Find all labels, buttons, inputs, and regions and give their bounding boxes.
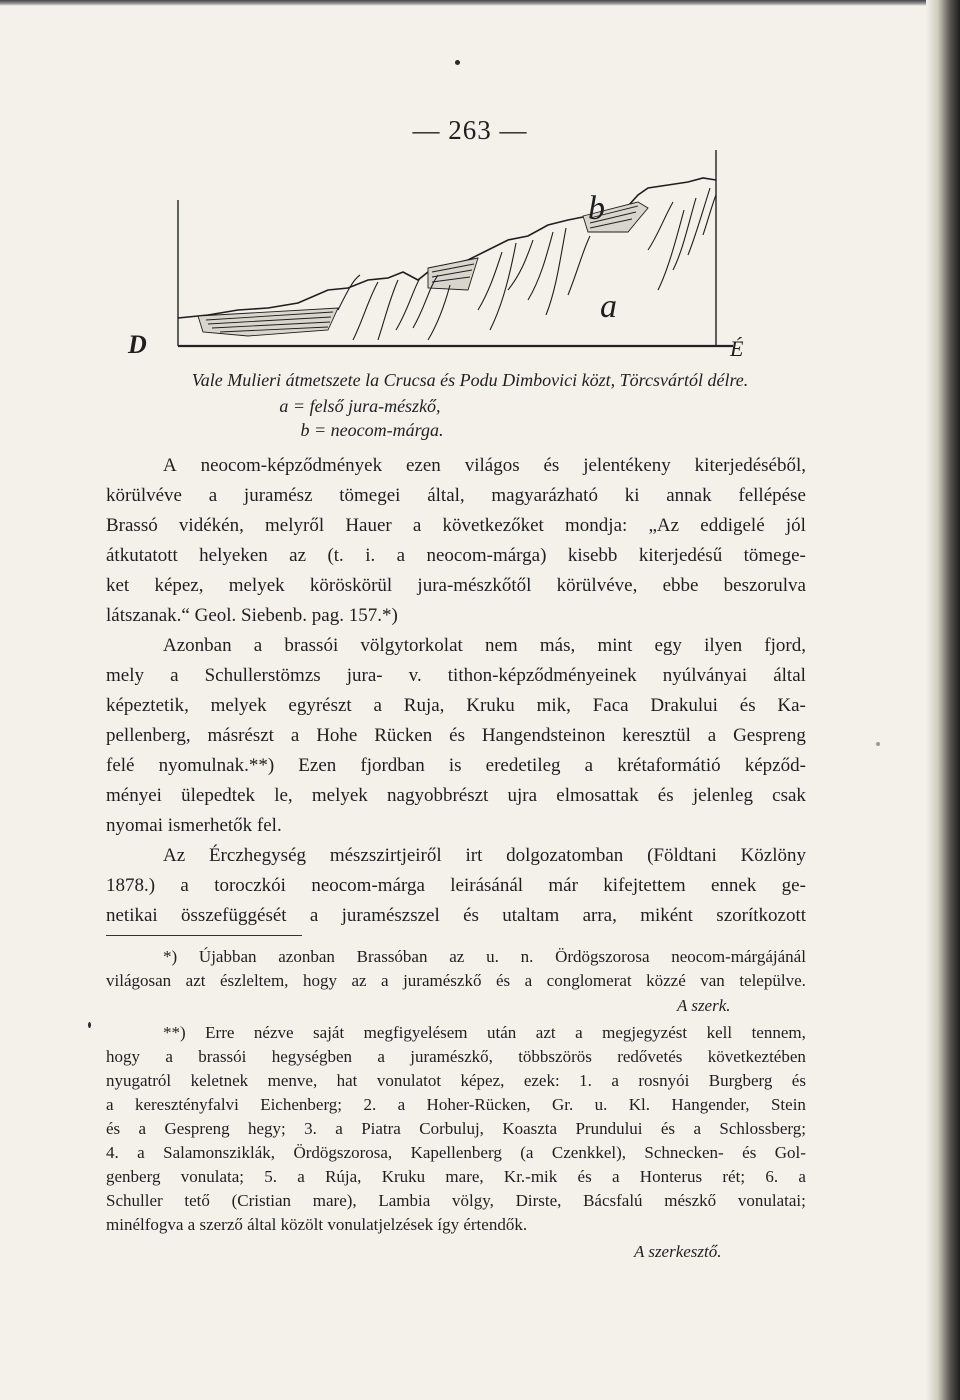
word: Lambia <box>378 1191 431 1210</box>
word: Faca <box>592 695 629 716</box>
body-line <box>106 694 806 718</box>
word: a <box>290 725 300 746</box>
word: Honterus <box>639 1167 703 1186</box>
word: miként <box>640 905 693 926</box>
word: jura-mészkőtől <box>417 575 532 596</box>
word: Eichenberg; <box>260 1095 343 1114</box>
word: jól <box>785 515 806 536</box>
word: csak <box>772 785 806 806</box>
word: fjord, <box>764 635 806 656</box>
word: Koaszta <box>502 1119 558 1138</box>
word: a <box>397 1095 406 1114</box>
word: azt <box>535 1023 556 1042</box>
word: is <box>448 755 462 776</box>
word: utaltam <box>502 905 560 926</box>
scan-speck <box>455 60 460 65</box>
word: melyek <box>210 695 267 716</box>
word: kiterjedéséből, <box>694 455 806 476</box>
footnote-2-line: minélfogva a szerző által közölt vonulatjelzések így értendők. <box>106 1215 528 1234</box>
word: i. <box>365 545 376 566</box>
word: a <box>575 1023 583 1042</box>
word: világos <box>464 455 520 476</box>
body-line <box>106 514 806 538</box>
word: hat <box>336 1071 358 1090</box>
footnote-2-line <box>106 1166 806 1188</box>
word: vonulatot <box>376 1071 442 1090</box>
word: a <box>208 485 218 506</box>
word: saját <box>313 1023 345 1042</box>
word: jura- <box>346 665 383 686</box>
word: jelenleg <box>692 785 753 806</box>
word: eddigelé <box>700 515 765 536</box>
word: és <box>739 695 756 716</box>
word: 3. <box>304 1119 317 1138</box>
word: települve. <box>739 971 806 990</box>
word: nyugatról <box>106 1071 172 1090</box>
word: Stein <box>770 1095 806 1114</box>
word: ki <box>624 485 640 506</box>
footnote-2-line <box>106 1070 806 1092</box>
word: (a <box>520 1143 534 1162</box>
body-line <box>163 454 806 478</box>
cross-section-figure <box>128 140 768 370</box>
word: Schullerstömzs <box>204 665 321 686</box>
word: a <box>377 1047 385 1066</box>
word: Gol- <box>774 1143 806 1162</box>
word: Rúja, <box>325 1167 362 1186</box>
word: nagyobbrészt <box>387 785 489 806</box>
word: körülvéve <box>106 485 182 506</box>
word: ülepedtek <box>181 785 255 806</box>
footnote-2-line <box>106 1190 806 1212</box>
word: a <box>106 1095 114 1114</box>
word: azt <box>185 971 206 990</box>
body-line <box>106 754 806 778</box>
word: Brassó <box>106 515 158 536</box>
cross-section-drawing <box>128 140 768 370</box>
footnote-2-line <box>106 1118 806 1140</box>
word: nem <box>485 635 518 656</box>
page-number: — 263 — <box>412 115 528 145</box>
word: elmosattak <box>556 785 639 806</box>
word: más, <box>539 635 576 656</box>
word: kiterjedésű <box>638 545 723 566</box>
word: a <box>798 1167 806 1186</box>
word: Gr. <box>551 1095 574 1114</box>
word: juramészkő, <box>410 1047 493 1066</box>
word: megfigyelésem <box>363 1023 468 1042</box>
word: arra, <box>582 905 617 926</box>
word: világosan <box>106 971 172 990</box>
word: u. <box>594 1095 608 1114</box>
word: Brassóban <box>356 947 428 966</box>
word: Corbuluj, <box>419 1119 484 1138</box>
word: juramészszel <box>341 905 440 926</box>
word: körülvéve, <box>556 575 638 596</box>
word: tithon-képződményeinek <box>447 665 637 686</box>
word: Ka- <box>777 695 806 716</box>
word: netikai <box>106 905 158 926</box>
word: mare, <box>445 1167 484 1186</box>
word: *) <box>163 947 178 966</box>
word: Czenkkel), <box>551 1143 626 1162</box>
word: ujra <box>507 785 538 806</box>
word: mészkő <box>664 1191 717 1210</box>
word: ebbe <box>662 575 699 596</box>
word: és <box>106 1119 121 1138</box>
word: mik, <box>536 695 571 716</box>
word: Piatra <box>361 1119 401 1138</box>
word: vonulatai; <box>737 1191 806 1210</box>
word: neocom-márga) <box>426 545 547 566</box>
word: Salamonsziklák, <box>163 1143 276 1162</box>
word: n. <box>520 947 534 966</box>
word: (Földtani <box>647 845 717 866</box>
word: toroczkói <box>214 875 286 896</box>
word: a <box>165 1047 173 1066</box>
word: rosnyói <box>638 1071 690 1090</box>
word: és <box>660 1119 676 1138</box>
word: a <box>180 875 189 896</box>
word: Ördögszorosa, <box>293 1143 393 1162</box>
word: felé <box>106 755 135 776</box>
word: nyúlványai <box>662 665 748 686</box>
word: mely <box>106 665 144 686</box>
word: juramész <box>243 485 313 506</box>
word: 4. <box>106 1143 119 1162</box>
word: dolgozatomban <box>506 845 624 866</box>
word: tömege- <box>743 545 806 566</box>
word: kifejtettem <box>603 875 686 896</box>
word: Rücken <box>374 725 433 746</box>
word: Ördögszorosa <box>555 947 650 966</box>
word: juramészkő <box>403 971 482 990</box>
word: Hauer <box>345 515 392 536</box>
word: hegy; <box>248 1119 286 1138</box>
footnote-1-signature: A szerk. <box>677 996 731 1015</box>
word: és <box>791 1071 806 1090</box>
figure-label-a: a <box>600 288 617 325</box>
word: v. <box>408 665 422 686</box>
word: ezen <box>406 455 441 476</box>
word: a <box>693 1119 701 1138</box>
word: megjegyzést <box>602 1023 688 1042</box>
word: conglomerat <box>546 971 632 990</box>
word: köröskörül <box>309 575 393 596</box>
word: által, <box>427 485 465 506</box>
word: szorítkozott <box>716 905 806 926</box>
word: ge- <box>781 875 806 896</box>
word: fellépése <box>738 485 806 506</box>
word: Ezen <box>298 755 337 776</box>
word: képződ- <box>744 755 806 776</box>
word: melyek <box>228 575 285 596</box>
word: keletnek <box>190 1071 249 1090</box>
word: völgy, <box>451 1191 494 1210</box>
figure-label-b: b <box>588 190 605 227</box>
word: a <box>170 665 179 686</box>
word: Hangendsteinon <box>481 725 606 746</box>
word: ményei <box>106 785 162 806</box>
body-line <box>106 544 806 568</box>
word: hogy <box>302 971 337 990</box>
word: és <box>657 785 674 806</box>
word: és <box>577 1167 592 1186</box>
word: Érczhegység <box>208 845 307 866</box>
footnote-rule <box>106 935 302 936</box>
body-line <box>163 634 806 658</box>
word: kisebb <box>567 545 618 566</box>
footnote-2-line <box>106 1046 806 1068</box>
word: a <box>412 515 422 536</box>
word: mondja: <box>565 515 628 536</box>
word: képez, <box>154 575 204 596</box>
word: az <box>289 545 307 566</box>
word: le, <box>274 785 293 806</box>
scan-speck <box>88 1022 91 1028</box>
word: Hohe <box>316 725 358 746</box>
word: 2. <box>363 1095 377 1114</box>
word: ket <box>106 575 130 596</box>
word: rét; <box>722 1167 746 1186</box>
word: Kapellenberg <box>410 1143 502 1162</box>
word: Gespreng <box>733 725 806 746</box>
word: a <box>396 545 406 566</box>
book-binding-edge <box>926 0 960 1400</box>
word: (t. <box>327 545 344 566</box>
word: a <box>524 971 533 990</box>
word: a <box>297 1167 305 1186</box>
word: Újabban <box>198 947 257 966</box>
word: Dirste, <box>515 1191 562 1210</box>
word: a <box>138 1119 147 1138</box>
word: keresztül <box>622 725 691 746</box>
word: Schnecken- <box>644 1143 724 1162</box>
word: neocom-képződmények <box>200 455 383 476</box>
word: Kruku <box>466 695 515 716</box>
legend-a: a = felső jura-mészkő, <box>279 396 441 416</box>
word: a <box>707 725 717 746</box>
word: a <box>584 755 594 776</box>
word: Schlossberg; <box>719 1119 806 1138</box>
word: többszörös <box>518 1047 592 1066</box>
word: 5. <box>264 1167 277 1186</box>
word: tető <box>184 1191 210 1210</box>
word: tennem, <box>751 1023 806 1042</box>
word: Kruku <box>381 1167 426 1186</box>
word: és <box>742 1143 757 1162</box>
word: Kl. <box>628 1095 650 1114</box>
word: neocom-márga <box>311 875 425 896</box>
figure-label-e: É <box>730 336 744 361</box>
word: mare), <box>312 1191 357 1210</box>
word: jelentékeny <box>583 455 671 476</box>
word: kell <box>706 1023 733 1042</box>
word: és <box>495 971 511 990</box>
word: a <box>381 971 389 990</box>
word: Kr.-mik <box>503 1167 558 1186</box>
word: keresztényfalvi <box>134 1095 239 1114</box>
word: az <box>449 947 465 966</box>
word: Gespreng <box>164 1119 230 1138</box>
word: a <box>335 1119 343 1138</box>
footnote-1-line <box>106 970 806 992</box>
word: krétaformátió <box>617 755 721 776</box>
word: Drakului <box>650 695 718 716</box>
word: Azonban <box>163 635 232 656</box>
word: és <box>449 725 465 746</box>
word: nézve <box>253 1023 294 1042</box>
word: u. <box>486 947 499 966</box>
word: 1. <box>579 1071 592 1090</box>
word: közzé <box>646 971 686 990</box>
word: mint <box>597 635 633 656</box>
word: „Az <box>648 515 680 536</box>
word: után <box>487 1023 517 1042</box>
word: Burgberg <box>708 1071 773 1090</box>
word: fjordban <box>360 755 425 776</box>
body-line <box>106 574 806 598</box>
word: mészszirtjeiről <box>329 845 442 866</box>
word: leirásánál <box>450 875 524 896</box>
word: Közlöny <box>740 845 806 866</box>
word: Hoher-Rücken, <box>426 1095 531 1114</box>
word: beszorulva <box>723 575 806 596</box>
word: hogy <box>106 1047 140 1066</box>
word: Az <box>163 845 186 866</box>
figure-label-d: D <box>128 330 147 359</box>
word: a <box>137 1143 145 1162</box>
word: Hangender, <box>671 1095 750 1114</box>
word: (Cristian <box>231 1191 292 1210</box>
word: azonban <box>278 947 335 966</box>
figure-caption: Vale Mulieri átmetszete la Crucsa és Podu Dimbovici közt, Törcsvártól délre. <box>191 370 749 390</box>
word: Erre <box>205 1023 235 1042</box>
word: irt <box>465 845 483 866</box>
word: észleltem, <box>219 971 289 990</box>
word: Prundului <box>575 1119 643 1138</box>
word: tömegei <box>339 485 401 506</box>
body-line <box>106 784 806 808</box>
footnote-1-line <box>163 946 806 968</box>
word: következőket <box>442 515 544 536</box>
word: Bácsfalú <box>583 1191 643 1210</box>
word: hegységben <box>271 1047 353 1066</box>
footnote-2-line <box>163 1022 806 1044</box>
page-top-shadow <box>0 0 960 6</box>
word: a <box>611 1071 619 1090</box>
body-line <box>106 664 806 688</box>
word: ilyen <box>704 635 743 656</box>
legend-b: b = neocom-márga. <box>300 420 444 440</box>
word: nyomulnak.**) <box>158 755 275 776</box>
body-line: látszanak.“ Geol. Siebenb. pag. 157.*) <box>106 605 398 626</box>
word: melyről <box>265 515 325 536</box>
word: Schuller <box>106 1191 163 1210</box>
word: már <box>548 875 578 896</box>
word: 1878.) <box>106 875 156 896</box>
body-line <box>106 724 806 748</box>
footnote-2-line <box>106 1142 806 1164</box>
word: magyarázható <box>491 485 598 506</box>
word: egy <box>654 635 682 656</box>
word: összefüggését <box>181 905 287 926</box>
word: ennek <box>710 875 757 896</box>
word: annak <box>666 485 712 506</box>
word: által <box>773 665 806 686</box>
word: vonulata; <box>180 1167 244 1186</box>
footnote-2-line <box>106 1094 806 1116</box>
word: a <box>611 1167 620 1186</box>
body-line: nyomai ismerhetők fel. <box>106 815 282 836</box>
word: pellenberg, <box>106 725 191 746</box>
word: másrészt <box>207 725 274 746</box>
word: képez, <box>460 1071 505 1090</box>
word: helyeken <box>199 545 268 566</box>
word: és <box>543 455 560 476</box>
word: a <box>309 905 319 926</box>
word: A <box>163 455 177 476</box>
word: vidékén, <box>178 515 244 536</box>
word: redővetés <box>617 1047 683 1066</box>
word: 6. <box>765 1167 779 1186</box>
word: az <box>351 971 367 990</box>
word: melyek <box>311 785 368 806</box>
footnote-2-signature: A szerkesztő. <box>634 1242 722 1261</box>
body-line <box>106 874 806 898</box>
word: ezek: <box>523 1071 560 1090</box>
word: következtében <box>707 1047 806 1066</box>
word: eredetileg <box>485 755 561 776</box>
word: brassói <box>198 1047 247 1066</box>
word: képeztetik, <box>106 695 189 716</box>
word: völgytorkolat <box>360 635 463 656</box>
word: átkutatott <box>106 545 178 566</box>
word: brassói <box>284 635 339 656</box>
word: a <box>373 695 382 716</box>
body-line <box>163 844 806 868</box>
word: van <box>700 971 725 990</box>
word: a <box>253 635 263 656</box>
body-line <box>106 484 806 508</box>
scan-speck <box>876 742 880 746</box>
word: **) <box>163 1023 186 1042</box>
word: neocom-márgájánál <box>671 947 806 966</box>
word: Ruja, <box>403 695 445 716</box>
word: genberg <box>106 1167 161 1186</box>
word: és <box>463 905 479 926</box>
word: menve, <box>267 1071 318 1090</box>
body-line <box>106 904 806 928</box>
word: egyrészt <box>288 695 352 716</box>
